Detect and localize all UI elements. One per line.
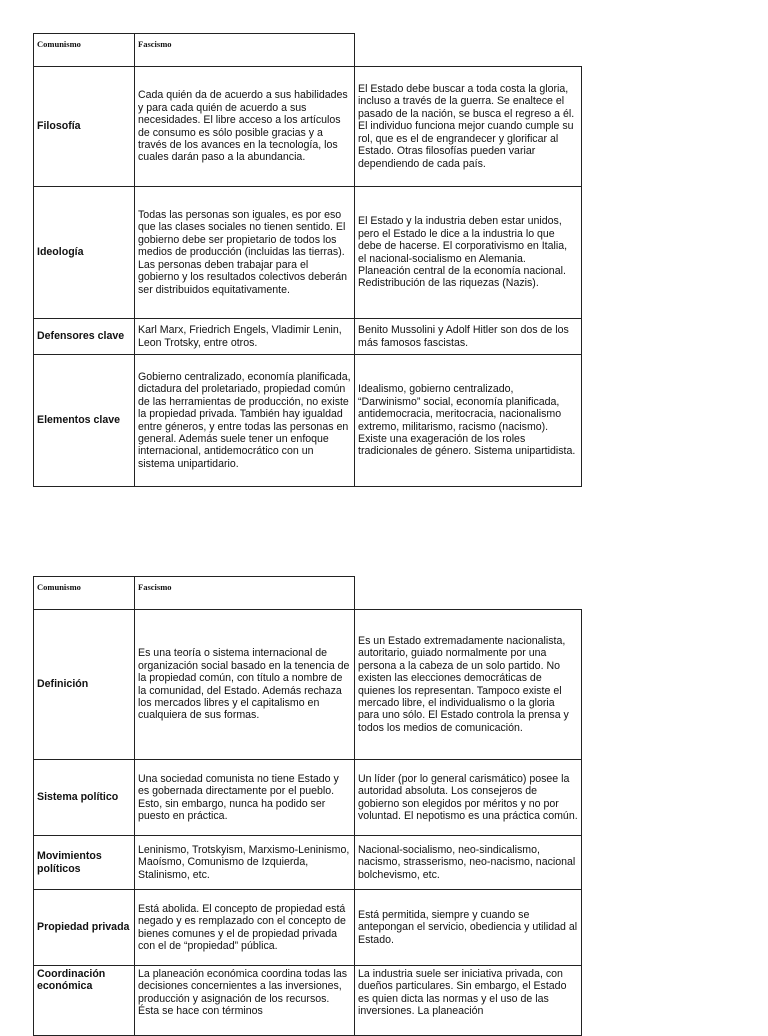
table-row xyxy=(34,966,582,1036)
row-label: Definición xyxy=(34,610,135,760)
header-fascismo: Fascismo xyxy=(135,34,355,67)
cell-fascismo: El Estado debe buscar a toda costa la gloria, incluso a través de la guerra. Se enaltece el pasado de la nación, se busca el regreso a él. El individuo funciona mejor cuando cumple su rol, que es el de engrandecer y glorificar al Estado. Otras filosofías pueden variar dependiendo de cada país. xyxy=(355,67,582,187)
table-row xyxy=(34,319,582,355)
table-row xyxy=(34,760,582,836)
comparison-table-2 xyxy=(33,576,582,1036)
table-row xyxy=(34,836,582,890)
row-label: Coordinación económica xyxy=(34,966,135,1036)
table-row xyxy=(34,355,582,487)
row-label: Elementos clave xyxy=(34,355,135,487)
comparison-table-1 xyxy=(33,33,582,487)
cell-fascismo: Un líder (por lo general carismático) posee la autoridad absoluta. Los consejeros de gobierno son elegidos por méritos y no por voluntad. El nepotismo es una práctica común. xyxy=(355,760,582,836)
cell-fascismo: Está permitida, siempre y cuando se antepongan el servicio, obediencia y utilidad al Estado. xyxy=(355,890,582,966)
table-header-row xyxy=(34,34,582,67)
cell-comunismo: Está abolida. El concepto de propiedad está negado y es remplazado con el concepto de bienes comunes y el de propiedad privada con el de “propiedad” pública. xyxy=(135,890,355,966)
cell-fascismo: La industria suele ser iniciativa privada, con dueños particulares. Sin embargo, el Estado es quien dicta las normas y el uso de las inversiones. La planeación xyxy=(355,966,582,1036)
header-empty-cell xyxy=(355,577,582,610)
row-label: Propiedad privada xyxy=(34,890,135,966)
cell-comunismo: Karl Marx, Friedrich Engels, Vladimir Lenin, Leon Trotsky, entre otros. xyxy=(135,319,355,355)
row-label: Filosofía xyxy=(34,67,135,187)
cell-fascismo: El Estado y la industria deben estar unidos, pero el Estado le dice a la industria lo que debe de hacerse. El corporativismo en Italia, el nacional-socialismo en Alemania. Planeación central de la economía nacional. Redistribución de las riquezas (Nazis). xyxy=(355,187,582,319)
table-row xyxy=(34,187,582,319)
table-row xyxy=(34,890,582,966)
cell-fascismo: Es un Estado extremadamente nacionalista, autoritario, guiado normalmente por una persona a la cabeza de un solo partido. No existen las elecciones democráticas de quienes los representan. Tampoco existe el mercado libre, el individualismo o la gloria para uno sólo. El Estado controla la prensa y todos los medios de comunicación. xyxy=(355,610,582,760)
cell-fascismo: Benito Mussolini y Adolf Hitler son dos de los más famosos fascistas. xyxy=(355,319,582,355)
header-empty-cell xyxy=(355,34,582,67)
header-comunismo: Comunismo xyxy=(34,577,135,610)
table-row xyxy=(34,610,582,760)
row-label: Ideología xyxy=(34,187,135,319)
table-header-row xyxy=(34,577,582,610)
header-fascismo: Fascismo xyxy=(135,577,355,610)
cell-comunismo: Una sociedad comunista no tiene Estado y es gobernada directamente por el pueblo. Esto, sin embargo, nunca ha podido ser puesto en práctica. xyxy=(135,760,355,836)
row-label: Sistema político xyxy=(34,760,135,836)
cell-comunismo: Es una teoría o sistema internacional de organización social basado en la tenencia de la propiedad común, con título a nombre de la comunidad, del Estado. Además rechaza los mercados libres y el capitalismo en cualquiera de sus formas. xyxy=(135,610,355,760)
table-row xyxy=(34,67,582,187)
cell-fascismo: Nacional-socialismo, neo-sindicalismo, nacismo, strasserismo, neo-nacismo, nacional bolchevismo, etc. xyxy=(355,836,582,890)
cell-comunismo: Leninismo, Trotskyism, Marxismo-Leninismo, Maoísmo, Comunismo de Izquierda, Stalinismo, etc. xyxy=(135,836,355,890)
row-label: Defensores clave xyxy=(34,319,135,355)
cell-comunismo: Gobierno centralizado, economía planificada, dictadura del proletariado, propiedad común de las herramientas de producción, no existe la propiedad privada. También hay igualdad entre géneros, y entre todas las personas en general. Además suele tener un enfoque internacional, antidemocrático con un sistema unipartidario. xyxy=(135,355,355,487)
row-label: Movimientos políticos xyxy=(34,836,135,890)
cell-fascismo: Idealismo, gobierno centralizado, “Darwinismo” social, economía planificada, antidemocracia, meritocracia, nacionalismo extremo, militarismo, racismo (nacismo). Existe una exageración de los roles tradicionales de género. Sistema unipartidista. xyxy=(355,355,582,487)
cell-comunismo: Todas las personas son iguales, es por eso que las clases sociales no tienen sentido. El gobierno debe ser propietario de todos los medios de producción (incluidas las tierras). Las personas deben trabajar para el gobierno y los resultados colectivos deberán ser distribuidos equitativamente. xyxy=(135,187,355,319)
header-comunismo: Comunismo xyxy=(34,34,135,67)
cell-comunismo: La planeación económica coordina todas las decisiones concernientes a las inversiones, producción y asignación de los recursos. Ésta se hace con términos xyxy=(135,966,355,1036)
cell-comunismo: Cada quién da de acuerdo a sus habilidades y para cada quién de acuerdo a sus necesidades. El libre acceso a los artículos de consumo es sólo posible gracias y a través de los avances en la tecnología, los cuales darán paso a la abundancia. xyxy=(135,67,355,187)
